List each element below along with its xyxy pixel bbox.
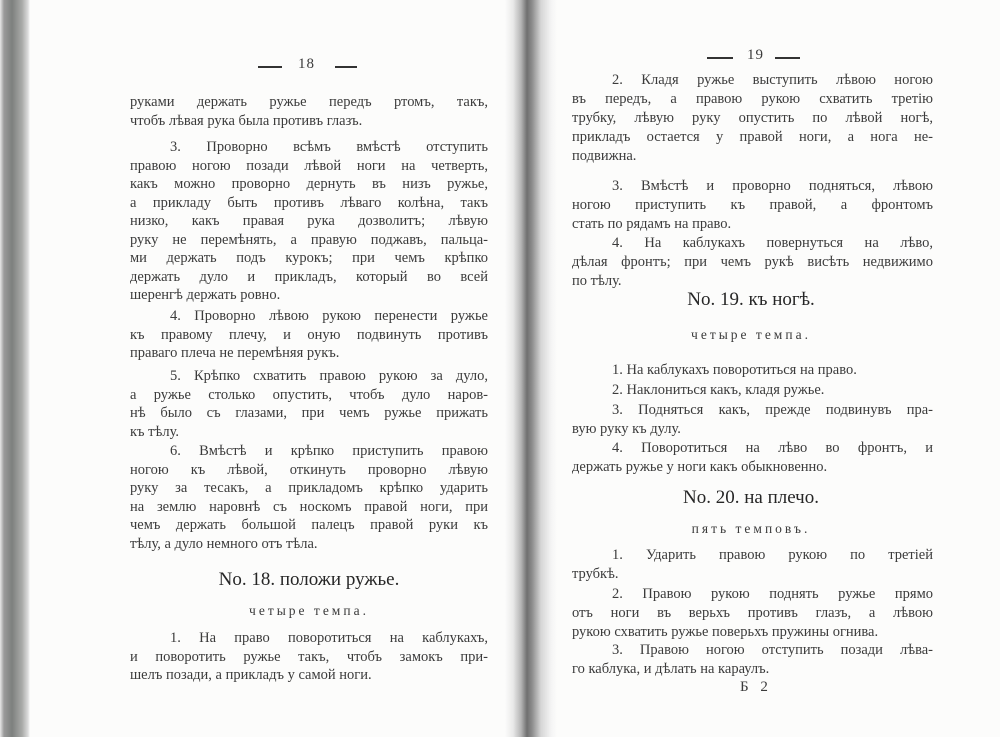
text-line: держать ружье у ноги какъ обыкновенно. — [572, 459, 828, 475]
section-subheading: четыре темпа. — [249, 603, 369, 618]
paragraph — [130, 442, 488, 553]
paragraph — [572, 71, 933, 166]
text-line: прикладъ остается у правой ноги, а нога не- — [572, 129, 933, 145]
text-line: 6. Вмѣстѣ и крѣпко приступить правою — [170, 443, 488, 459]
text-line: праваго плеча не перемѣняя рукъ. — [130, 345, 340, 361]
text-line: 5. Крѣпко схватить правою рукою за дуло, — [170, 368, 488, 384]
paragraph — [130, 307, 488, 363]
paragraph — [130, 367, 488, 441]
text-line: 1. Ударить правою рукою по третiей — [612, 547, 933, 563]
book-edge-shadow — [0, 0, 30, 737]
text-line: 2. Правою рукою поднять ружье прямо — [612, 586, 933, 602]
text-line: руками держать ружье передъ ртомъ, такъ, — [130, 94, 488, 110]
text-line: 2. Наклониться какъ, кладя ружье. — [612, 382, 825, 398]
signature-mark: Б 2 — [740, 679, 772, 695]
text-line: 1. На право поворотиться на каблукахъ, — [170, 630, 488, 646]
section-heading: No. 18. положи ружье. — [218, 569, 400, 590]
text-line: 2. Кладя ружье выступить лѣвою ногою — [612, 72, 933, 88]
text-line: по тѣлу. — [572, 273, 622, 289]
page-number-dash — [258, 66, 282, 68]
text-line: какъ можно проворно дернуть въ низъ ружье, — [130, 176, 488, 192]
text-line: 4. На каблукахъ повернуться на лѣво, — [612, 235, 933, 251]
page-number-dash — [775, 57, 800, 59]
text-line: тѣлу, а дуло немного отъ тѣла. — [130, 535, 318, 552]
paragraph — [572, 585, 933, 642]
section-subheading: четыре темпа. — [691, 327, 811, 342]
text-line: шелъ позади, а прикладъ у самой ноги. — [130, 667, 372, 683]
page-number: 19 — [747, 47, 764, 63]
text-line: 1. На каблукахъ поворотиться на право. — [612, 362, 857, 378]
text-line: 3. Вмѣстѣ и проворно подняться, лѣвою — [612, 178, 933, 194]
paragraph — [130, 138, 488, 305]
text-line: къ тѣлу. — [130, 423, 180, 440]
text-line: го каблука, и дѣлать на караулъ. — [572, 661, 770, 677]
page-number-dash — [335, 66, 357, 68]
text-line: а прикладу быть противъ лѣваго колѣна, такъ — [130, 194, 488, 211]
paragraph — [572, 641, 933, 679]
page-number-dash — [707, 57, 733, 59]
text-line: 3. Проворно всѣмъ вмѣстѣ отступить — [170, 139, 488, 155]
text-line: чтобъ лѣвая рука была противъ глазъ. — [130, 112, 363, 129]
paragraph — [572, 439, 933, 477]
section-heading: No. 19. къ ногѣ. — [687, 289, 815, 310]
paragraph — [130, 629, 488, 685]
paragraph — [572, 177, 933, 234]
text-line: чемъ держать большой палецъ правой руки къ — [130, 517, 488, 533]
paragraph — [572, 546, 933, 584]
text-line: вую руку къ дулу. — [572, 421, 681, 437]
page-number: 18 — [298, 56, 315, 72]
text-line: низко, какъ правая рука дозволитъ; лѣвую — [130, 213, 488, 229]
paragraph — [572, 381, 933, 400]
text-line: шеренгѣ держать ровно. — [130, 287, 281, 303]
text-line: 3. Правою ногою отступить позади лѣва- — [612, 642, 933, 658]
paragraph — [130, 93, 488, 130]
text-line: правою ногою позади лѣвой ноги на четверть, — [130, 157, 488, 174]
text-line: въ передъ, а правою рукою схватить третію — [572, 91, 933, 107]
text-line: трубкѣ. — [572, 566, 619, 582]
text-line: 4. Поворотиться на лѣво во фронтъ, и — [612, 440, 933, 456]
left-page — [30, 0, 505, 737]
right-page — [557, 0, 1000, 737]
book-gutter — [505, 0, 557, 737]
text-line: а ружье столько опустить, чтобъ дуло наров- — [130, 386, 488, 403]
text-line: трубку, лѣвую руку опустить по лѣвой ногѣ, — [572, 110, 933, 126]
text-line: стать по рядамъ на право. — [572, 216, 732, 232]
text-line: подвижна. — [572, 148, 637, 164]
text-line: и поворотить ружье такъ, чтобъ замокъ при- — [130, 648, 488, 665]
text-line: ми держать подъ курокъ; при чемъ крѣпко — [130, 250, 488, 266]
text-line: ногою къ лѣвой, откинуть проворно лѣвую — [130, 461, 488, 478]
section-heading: No. 20. на плечо. — [683, 487, 819, 508]
text-line: 3. Подняться какъ, прежде подвинувъ пра- — [612, 402, 933, 418]
text-line: держать дуло и прикладъ, который во всей — [130, 268, 488, 285]
text-line: къ правому плечу, и оную подвинуть противъ — [130, 326, 488, 343]
paragraph — [572, 361, 933, 380]
paragraph — [572, 401, 933, 439]
text-line: отъ ноги въ верьхъ противъ глазъ, а лѣвою — [572, 605, 933, 621]
text-line: ногою приступить къ правой, а фронтомъ — [572, 197, 933, 213]
text-line: рукою схватить ружье поверьхъ пружины огнива. — [572, 624, 879, 640]
text-line: руку не перемѣнять, а правую поджавъ, пальца- — [130, 231, 488, 248]
text-line: нѣ было съ глазами, при чемъ ружье прижать — [130, 405, 488, 421]
text-line: на землю наровнѣ съ носкомъ правой ноги, при — [130, 498, 488, 515]
paragraph — [572, 234, 933, 291]
text-line: руку за тесакъ, а прикладомъ крѣпко ударить — [130, 480, 488, 496]
text-line: дѣлая фронтъ; при чемъ рукѣ висѣть недвижимо — [572, 254, 933, 270]
text-line: 4. Проворно лѣвою рукою перенести ружье — [170, 308, 488, 324]
section-subheading: пять темповъ. — [691, 521, 811, 536]
